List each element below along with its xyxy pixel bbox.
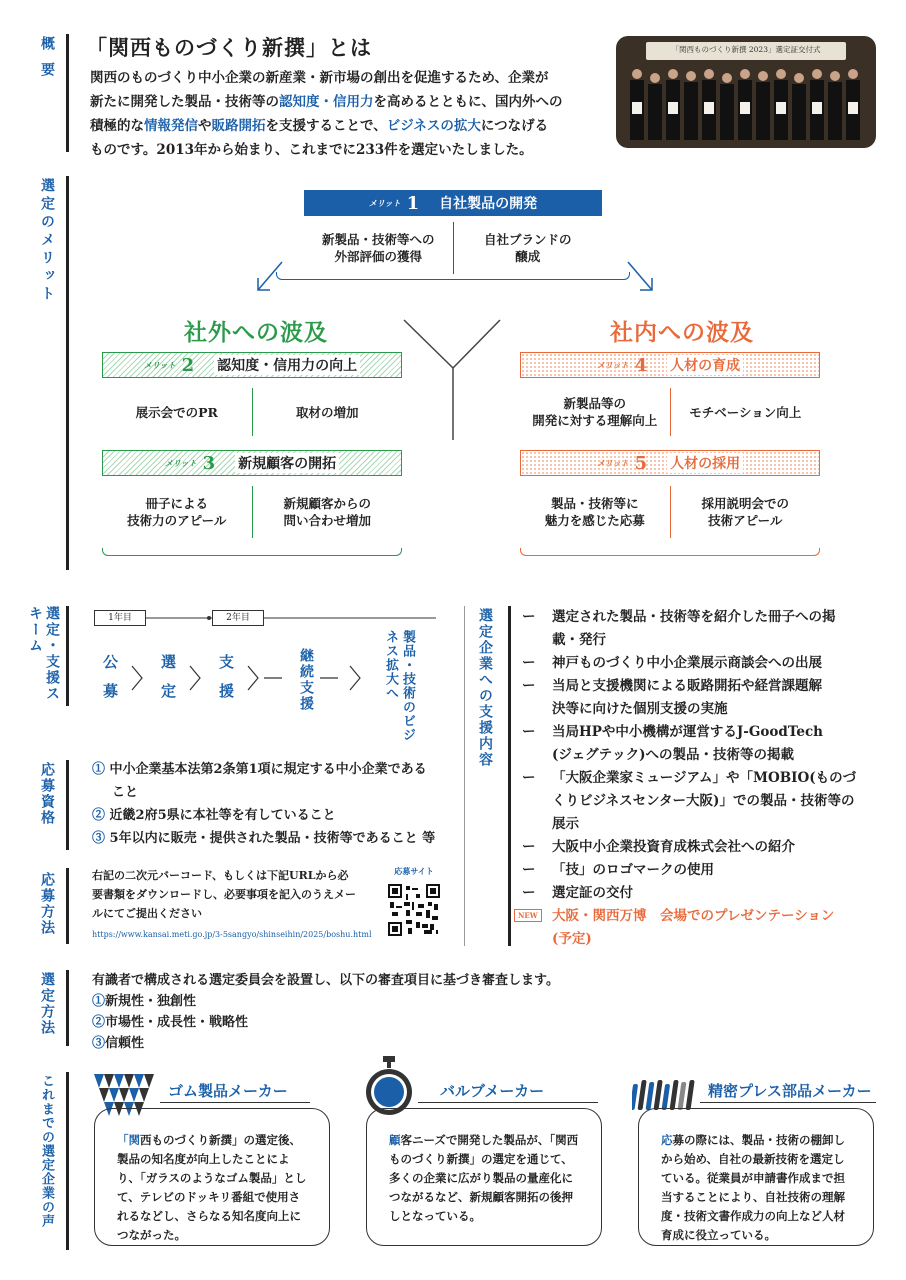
apply-url[interactable]: https://www.kansai.meti.go.jp/3-5sangyo/shinseihin/2025/boshu.html [92,930,372,939]
qr-label: 応募サイト [394,866,434,876]
voice1-underline [160,1102,310,1103]
year1-box: 1年目 [94,610,146,626]
voice1-title: ゴム製品メーカー [168,1082,288,1100]
method-label: 選定方法 [39,972,55,1036]
method-bar [66,970,69,1046]
support-item: ー 神戸ものづくり中小企業展示商談会への出展 [522,655,822,671]
apply-bar [66,868,69,944]
merit4-header: メリット 4 人材の育成 [520,352,820,378]
qr-code-icon [388,884,440,936]
step-business: 製品・技術のビジネス拡大へ [383,630,415,742]
voices-bar [66,1072,69,1250]
merit1-header: メリット 1 自社製品の開発 [304,190,602,216]
press-parts-icon [632,1078,696,1112]
step-koubo: 公募 [101,654,119,712]
merit5-cells: 製品・技術等に 魅力を感じた応募 採用説明会での 技術アピール [520,486,820,538]
scheme-label: 選定・支援スキーム [27,606,60,702]
support-item: ー 「技」のロゴマークの使用 [522,862,714,878]
ceremony-photo [616,36,876,148]
internal-heading: 社内への波及 [610,319,754,346]
method-text: 有識者で構成される選定委員会を設置し、以下の審査項目に基づき審査します。 ①新規性・独創性 ②市場性・成長性・戦略性 ③信頼性 [92,973,559,1051]
voice2-card: 顧客ニーズで開発した製品が、「関西ものづくり新撰」の選定を通じて、多くの企業に広がり製品の量産化につながるなど、新規顧客開拓の後押しとなっている。 [366,1108,602,1246]
merits-label: 選定のメリット [39,178,55,304]
year-line [146,608,446,628]
voice2-underline [418,1102,598,1103]
merit4-cells: 新製品等の 開発に対する理解向上 モチベーション向上 [520,388,820,436]
support-item: ー 選定証の交付 [522,885,633,901]
voice3-card: 応募の際には、製品・技術の棚卸しから始め、自社の最新技術を選定している。従業員が申請書作成まで担当することにより、自社技術の理解度・技術文書作成力の向上など人材育成に役立っている。 [638,1108,874,1246]
overview-label: 概要 [39,36,55,88]
new-badge: NEW [514,909,542,922]
overview-text: 関西のものづくり中小企業の新産業・新市場の創出を促進するため、企業が 新たに開発した製品・技術等の認知度・信用力を高めるとともに、国内外への 積極的な情報発信や販路開拓を支援することで、ビジネスの拡大につなげる ものです。2013年から始まり、これまでに233件を選定いたしました。 [90,70,563,158]
eligibility-label: 応募資格 [39,762,55,826]
voice2-title: バルブメーカー [440,1082,545,1100]
voices-label: これまでの選定企業の声 [39,1074,54,1228]
eligibility-list: ① 中小企業基本法第2条第1項に規定する中小企業である こと ② 近畿2府5県に本社等を有していること ③ 5年以内に販売・提供された製品・技術等であること 等 [92,762,436,846]
step-keizoku: 継続支援 [298,648,314,712]
apply-label: 応募方法 [39,872,55,936]
support-item: ー 当局HPや中小機構が運営するJ-GoodTech (ジェグテック)への製品・技術等の掲載 [522,724,823,763]
eligibility-bar [66,760,69,850]
year2-box: 2年目 [212,610,264,626]
voice1-card: 「関西ものづくり新撰」の選定後、製品の知名度が向上したことにより、「ガラスのようなゴム製品」として、テレビのドッキリ番組で使用されるなどし、さらなる知名度向上につながった。 [94,1108,330,1246]
scheme-bar [66,606,69,706]
merit1-cells: 新製品・技術等への 外部評価の獲得 自社ブランドの 醸成 [304,222,602,274]
step-shien: 支援 [217,654,235,712]
support-item: ー 「大阪企業家ミュージアム」や「MOBIO(ものづ くりビジネスセンター大阪)」での製品・技術等の 展示 [522,770,857,832]
support-item: ー 当局と支援機関による販路開拓や経営課題解 決等に向けた個別支援の実施 [522,678,822,717]
step-arrows [120,656,480,716]
overview-bar [66,34,69,152]
support-item: ー 大阪中小企業投資育成株式会社への紹介 [522,839,795,855]
merit2-cells: 展示会でのPR 取材の増加 [102,388,402,436]
qr-code[interactable] [388,884,440,936]
step-sentei: 選定 [159,654,177,712]
internal-bracket [520,548,820,556]
voice3-title: 精密プレス部品メーカー [708,1082,872,1100]
support-list [508,606,888,951]
external-heading: 社外への波及 [184,319,328,346]
merit3-header: メリット 3 新規顧客の開拓 [102,450,402,476]
support-label: 選定企業への支援内容 [477,608,493,768]
support-item-new: NEW 大阪・関西万博 会場でのプレゼンテーション (予定) [508,905,888,951]
merit2-header: メリット 2 認知度・信用力の向上 [102,352,402,378]
people-silhouettes [616,36,876,148]
overview-title: 「関西ものづくり新撰」とは [86,35,372,60]
voice3-underline [700,1102,876,1103]
merit5-header: メリット 5 人材の採用 [520,450,820,476]
photo-banner-text: 「関西ものづくり新撰 2023」選定証交付式 [671,45,821,54]
merit3-cells: 冊子による 技術力のアピール 新規顧客からの 問い合わせ増加 [102,486,402,538]
external-bracket [102,548,402,556]
support-divider [464,606,465,946]
apply-text: 右記の二次元バーコード、もしくは下記URLから必 要書類をダウンロードし、必要事項を記入のうえメー ルにてご提出ください [92,869,356,920]
support-item: ー 選定された製品・技術等を紹介した冊子への掲 載・発行 [522,609,836,648]
